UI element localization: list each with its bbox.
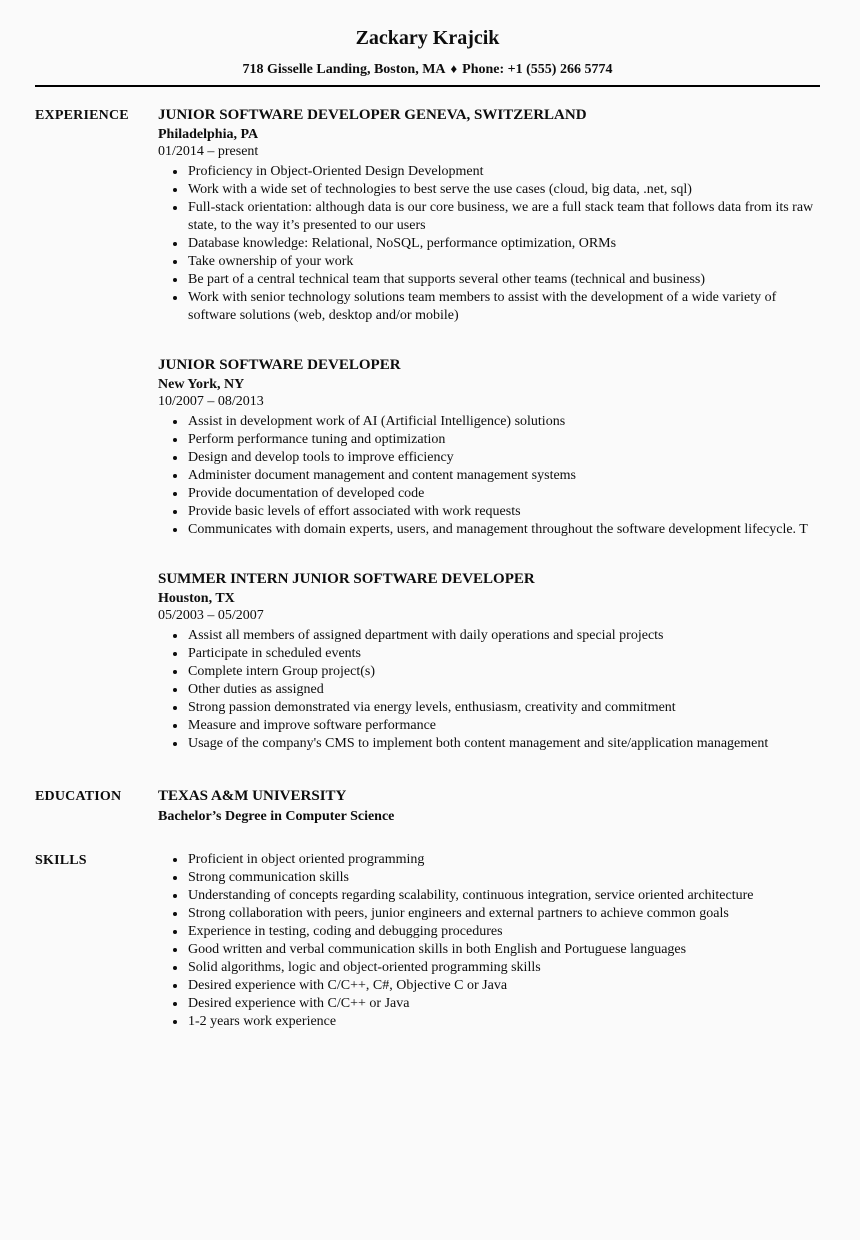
- job-bullet: • Assist all members of assigned department with daily operations and special projects: [187, 627, 820, 645]
- contact-address: 718 Gisselle Landing, Boston, MA: [242, 62, 446, 77]
- skill-bullet: • Solid algorithms, logic and object-oriented programming skills: [187, 959, 820, 977]
- job-bullet-list: [158, 163, 820, 325]
- education-school: TEXAS A&M UNIVERSITY: [158, 788, 347, 804]
- job-bullet: • Take ownership of your work: [187, 253, 820, 271]
- skill-bullet: • Understanding of concepts regarding scalability, continuous integration, service oriented architecture: [187, 887, 820, 905]
- job-bullet: • Other duties as assigned: [187, 681, 820, 699]
- skills-section: [35, 851, 820, 1031]
- job-title: SUMMER INTERN JUNIOR SOFTWARE DEVELOPER: [158, 571, 535, 587]
- job-bullet: • Database knowledge: Relational, NoSQL, performance optimization, ORMs: [187, 235, 820, 253]
- job-bullet: • Assist in development work of AI (Artificial Intelligence) solutions: [187, 413, 820, 431]
- job-bullet: • Communicates with domain experts, users, and management throughout the software development lifecycle. T: [187, 521, 820, 539]
- job-bullet: • Complete intern Group project(s): [187, 663, 820, 681]
- job-bullet-list: [158, 627, 820, 753]
- experience-section: [35, 106, 820, 753]
- job-bullet: • Provide documentation of developed code: [187, 485, 820, 503]
- experience-entry-3: [158, 570, 820, 753]
- education-section: [35, 787, 820, 825]
- experience-content: [158, 106, 820, 753]
- diamond-separator-icon: ♦: [450, 61, 458, 76]
- skill-bullet: • Desired experience with C/C++ or Java: [187, 995, 820, 1013]
- job-bullet: • Work with senior technology solutions team members to assist with the development of a wide variety of software solutions (web, desktop and/or mobile): [187, 289, 820, 325]
- experience-entry-2: [158, 356, 820, 539]
- job-bullet: • Strong passion demonstrated via energy levels, enthusiasm, creativity and commitment: [187, 699, 820, 717]
- skill-bullet: • Proficient in object oriented programming: [187, 851, 820, 869]
- candidate-name: Zackary Krajcik: [355, 27, 500, 49]
- skills-bullet-list: [158, 851, 820, 1031]
- skill-bullet: • 1-2 years work experience: [187, 1013, 820, 1031]
- job-location: Philadelphia, PA: [158, 127, 259, 142]
- contact-line: [35, 60, 820, 78]
- job-bullet-list: [158, 413, 820, 539]
- header-divider: [35, 85, 820, 87]
- skill-bullet: • Strong collaboration with peers, junior engineers and external partners to achieve common goals: [187, 905, 820, 923]
- section-label-education: EDUCATION: [35, 789, 122, 804]
- job-dates: 05/2003 – 05/2007: [158, 608, 264, 623]
- job-bullet: • Work with a wide set of technologies to best serve the use cases (cloud, big data, .net, sql): [187, 181, 820, 199]
- job-bullet: • Be part of a central technical team that supports several other teams (technical and business): [187, 271, 820, 289]
- job-dates: 01/2014 – present: [158, 144, 259, 159]
- job-bullet: • Measure and improve software performance: [187, 717, 820, 735]
- section-label-experience: EXPERIENCE: [35, 108, 129, 123]
- job-dates: 10/2007 – 08/2013: [158, 394, 264, 409]
- job-bullet: • Participate in scheduled events: [187, 645, 820, 663]
- section-label-skills: SKILLS: [35, 853, 87, 868]
- resume-header: [35, 26, 820, 87]
- job-bullet: • Usage of the company's CMS to implement both content management and site/application management: [187, 735, 820, 753]
- job-location: New York, NY: [158, 377, 245, 392]
- contact-phone: Phone: +1 (555) 266 5774: [462, 62, 613, 77]
- job-bullet: • Perform performance tuning and optimization: [187, 431, 820, 449]
- skill-bullet: • Desired experience with C/C++, C#, Objective C or Java: [187, 977, 820, 995]
- job-bullet: • Provide basic levels of effort associated with work requests: [187, 503, 820, 521]
- job-bullet: • Full-stack orientation: although data is our core business, we are a full stack team that follows data from its raw state, to the way it’s presented to our users: [187, 199, 820, 235]
- skill-bullet: • Good written and verbal communication skills in both English and Portuguese languages: [187, 941, 820, 959]
- job-bullet: • Proficiency in Object-Oriented Design Development: [187, 163, 820, 181]
- job-bullet: • Administer document management and content management systems: [187, 467, 820, 485]
- education-degree: Bachelor’s Degree in Computer Science: [158, 809, 395, 824]
- education-content: [158, 787, 820, 825]
- job-location: Houston, TX: [158, 591, 235, 606]
- job-title: JUNIOR SOFTWARE DEVELOPER GENEVA, SWITZERLAND: [158, 107, 587, 123]
- skill-bullet: • Experience in testing, coding and debugging procedures: [187, 923, 820, 941]
- job-title: JUNIOR SOFTWARE DEVELOPER: [158, 357, 401, 373]
- experience-entry-1: [158, 106, 820, 325]
- skills-content: [158, 851, 820, 1031]
- job-bullet: • Design and develop tools to improve efficiency: [187, 449, 820, 467]
- skill-bullet: • Strong communication skills: [187, 869, 820, 887]
